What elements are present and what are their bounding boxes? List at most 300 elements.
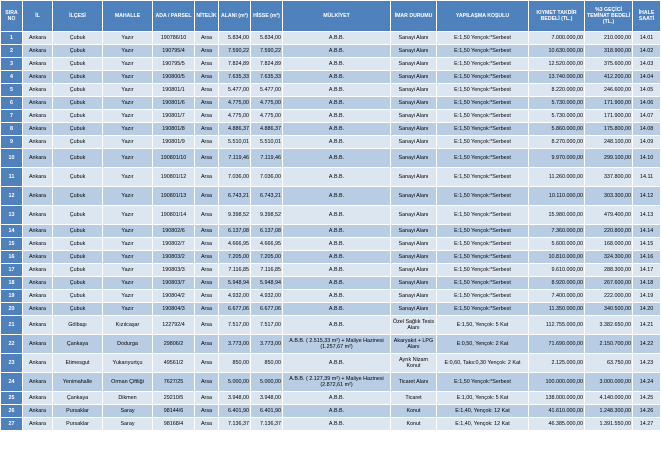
cell-il: Ankara [23,84,53,97]
cell-mulkiyet: A.B.B. [283,392,391,405]
cell-nitelik: Arsa [195,238,219,251]
cell-hisse: 7.824,89 [251,58,283,71]
cell-alani: 7.119,46 [219,149,251,168]
cell-nitelik: Arsa [195,123,219,136]
cell-mulkiyet: A.B.B. [283,206,391,225]
cell-ilce: Çubuk [53,168,103,187]
cell-kiymet: 15.980.000,00 [529,206,585,225]
cell-yapilasma: E:1,50 Yençok:*Serbest [437,32,529,45]
cell-yapilasma: E:1,50 Yençok:*Serbest [437,290,529,303]
cell-ilce: Yenimahalle [53,373,103,392]
cell-mahalle: Yazır [103,45,153,58]
cell-alani: 4.932,00 [219,290,251,303]
cell-mulkiyet: A.B.B. [283,84,391,97]
cell-ada-parsel: 122792/4 [153,316,195,335]
cell-mahalle: Yazır [103,187,153,206]
cell-imar-durumu: Sanayi Alanı [391,277,437,290]
cell-nitelik: Arsa [195,168,219,187]
cell-mahalle: Yazır [103,32,153,45]
cell-sira-no: 27 [1,418,23,431]
cell-nitelik: Arsa [195,136,219,149]
cell-ihale-saati: 14.10 [633,149,661,168]
cell-hisse: 3.948,00 [251,392,283,405]
cell-teminat: 375.600,00 [585,58,633,71]
cell-mahalle: Yazır [103,58,153,71]
cell-ada-parsel: 190801/8 [153,123,195,136]
cell-ihale-saati: 14.08 [633,123,661,136]
cell-kiymet: 5.860.000,00 [529,123,585,136]
cell-ada-parsel: 190802/6 [153,225,195,238]
cell-yapilasma: E:1,50 Yençok:*Serbest [437,264,529,277]
cell-imar-durumu: Sanayi Alanı [391,110,437,123]
cell-ada-parsel: 190803/7 [153,277,195,290]
table-row [1,418,661,431]
cell-kiymet: 7.000.000,00 [529,32,585,45]
cell-mulkiyet: A.B.B. [283,110,391,123]
header-ihale-saati: İHALE SAATİ [633,1,661,32]
cell-hisse: 7.119,46 [251,149,283,168]
cell-teminat: 171.900,00 [585,110,633,123]
table-row [1,84,661,97]
cell-yapilasma: E:1,50 Yençok:*Serbest [437,136,529,149]
cell-yapilasma: E:1,50 Yençok:*Serbest [437,206,529,225]
cell-ada-parsel: 190801/13 [153,187,195,206]
cell-il: Ankara [23,97,53,110]
cell-teminat: 63.750,00 [585,354,633,373]
cell-il: Ankara [23,335,53,354]
cell-kiymet: 112.755.000,00 [529,316,585,335]
cell-ada-parsel: 190801/9 [153,136,195,149]
cell-teminat: 412.200,00 [585,71,633,84]
cell-ilce: Çubuk [53,251,103,264]
cell-kiymet: 5.730.000,00 [529,110,585,123]
cell-ada-parsel: 190801/1 [153,84,195,97]
cell-ada-parsel: 49561/2 [153,354,195,373]
cell-il: Ankara [23,71,53,84]
cell-il: Ankara [23,187,53,206]
cell-il: Ankara [23,316,53,335]
cell-alani: 5.948,94 [219,277,251,290]
cell-il: Ankara [23,123,53,136]
cell-mahalle: Yazır [103,71,153,84]
cell-kiymet: 7.360.000,00 [529,225,585,238]
cell-hisse: 850,00 [251,354,283,373]
cell-alani: 7.036,00 [219,168,251,187]
cell-imar-durumu: Sanayi Alanı [391,290,437,303]
cell-ihale-saati: 14.19 [633,290,661,303]
cell-ada-parsel: 190801/14 [153,206,195,225]
cell-il: Ankara [23,225,53,238]
table-row [1,45,661,58]
cell-hisse: 6.137,08 [251,225,283,238]
cell-ilce: Çubuk [53,149,103,168]
cell-alani: 7.635,33 [219,71,251,84]
cell-imar-durumu: Sanayi Alanı [391,136,437,149]
cell-yapilasma: E:1,50 Yençok:*Serbest [437,45,529,58]
cell-yapilasma: E:1,50, Yençok: 5 Kat [437,316,529,335]
cell-mahalle: Yazır [103,264,153,277]
cell-mulkiyet: A.B.B. [283,187,391,206]
cell-teminat: 1.248.300,00 [585,405,633,418]
table-row [1,316,661,335]
table-row [1,354,661,373]
table-row [1,303,661,316]
cell-kiymet: 5.600.000,00 [529,238,585,251]
cell-nitelik: Arsa [195,277,219,290]
cell-mahalle: Yukarıyurtçu [103,354,153,373]
cell-ihale-saati: 14.04 [633,71,661,84]
cell-nitelik: Arsa [195,225,219,238]
cell-ilce: Çubuk [53,32,103,45]
cell-yapilasma: E:1,50 Yençok:*Serbest [437,187,529,206]
cell-mulkiyet: A.B.B. [283,264,391,277]
cell-alani: 7.116,85 [219,264,251,277]
cell-kiymet: 11.350.000,00 [529,303,585,316]
cell-nitelik: Arsa [195,110,219,123]
cell-kiymet: 46.385.000,00 [529,418,585,431]
cell-hisse: 4.886,37 [251,123,283,136]
cell-imar-durumu: Sanayi Alanı [391,97,437,110]
cell-yapilasma: E:0,50, Yençok: 2 Kat [437,335,529,354]
cell-hisse: 7.517,00 [251,316,283,335]
cell-yapilasma: E:1,50 Yençok:*Serbest [437,58,529,71]
cell-ada-parsel: 190802/7 [153,238,195,251]
cell-teminat: 175.800,00 [585,123,633,136]
cell-mahalle: Yazır [103,303,153,316]
cell-hisse: 7.116,85 [251,264,283,277]
cell-yapilasma: E:1,50 Yençok:*Serbest [437,110,529,123]
cell-imar-durumu: Ayrık Nizam Konut [391,354,437,373]
cell-kiymet: 8.220.000,00 [529,84,585,97]
cell-alani: 7.590,22 [219,45,251,58]
cell-hisse: 6.677,06 [251,303,283,316]
cell-hisse: 4.666,95 [251,238,283,251]
cell-yapilasma: E:1,50 Yençok:*Serbest [437,123,529,136]
cell-nitelik: Arsa [195,251,219,264]
cell-hisse: 7.205,00 [251,251,283,264]
cell-imar-durumu: Sanayi Alanı [391,225,437,238]
cell-sira-no: 2 [1,45,23,58]
cell-nitelik: Arsa [195,206,219,225]
cell-ilce: Çankaya [53,392,103,405]
cell-ilce: Çubuk [53,206,103,225]
cell-kiymet: 9.610.000,00 [529,264,585,277]
cell-hisse: 5.948,94 [251,277,283,290]
cell-mulkiyet: A.B.B. [283,290,391,303]
cell-teminat: 168.000,00 [585,238,633,251]
cell-teminat: 4.140.000,00 [585,392,633,405]
cell-yapilasma: E:1,50 Yençok:*Serbest [437,84,529,97]
cell-yapilasma: E:1,50 Yençok:*Serbest [437,225,529,238]
cell-sira-no: 24 [1,373,23,392]
cell-teminat: 3.382.650,00 [585,316,633,335]
cell-sira-no: 14 [1,225,23,238]
cell-nitelik: Arsa [195,392,219,405]
cell-kiymet: 5.730.000,00 [529,97,585,110]
cell-kiymet: 7.400.000,00 [529,290,585,303]
cell-nitelik: Arsa [195,84,219,97]
cell-ilce: Çankaya [53,335,103,354]
cell-ada-parsel: 190801/10 [153,149,195,168]
cell-sira-no: 4 [1,71,23,84]
cell-imar-durumu: Sanayi Alanı [391,45,437,58]
cell-sira-no: 7 [1,110,23,123]
cell-kiymet: 10.810.000,00 [529,251,585,264]
cell-sira-no: 12 [1,187,23,206]
cell-mulkiyet: A.B.B. [283,71,391,84]
cell-sira-no: 8 [1,123,23,136]
cell-teminat: 324.300,00 [585,251,633,264]
cell-il: Ankara [23,405,53,418]
cell-yapilasma: E:1,50 Yençok:*Serbest [437,238,529,251]
table-row [1,405,661,418]
cell-yapilasma: E:1,50 Yençok:*Serbest [437,149,529,168]
cell-hisse: 5.477,00 [251,84,283,97]
cell-ilce: Çubuk [53,238,103,251]
cell-teminat: 267.600,00 [585,277,633,290]
table-row [1,251,661,264]
header-nitelik: NİTELİK [195,1,219,32]
cell-ada-parsel: 190803/2 [153,251,195,264]
cell-imar-durumu: Sanayi Alanı [391,123,437,136]
cell-alani: 7.824,89 [219,58,251,71]
cell-ihale-saati: 14.17 [633,264,661,277]
cell-nitelik: Arsa [195,373,219,392]
cell-kiymet: 10.110.000,00 [529,187,585,206]
cell-mahalle: Yazır [103,225,153,238]
cell-hisse: 4.932,00 [251,290,283,303]
cell-ilce: Pursaklar [53,418,103,431]
cell-alani: 4.666,95 [219,238,251,251]
cell-teminat: 303.300,00 [585,187,633,206]
cell-sira-no: 18 [1,277,23,290]
cell-ilce: Çubuk [53,71,103,84]
cell-il: Ankara [23,58,53,71]
cell-ada-parsel: 190795/5 [153,58,195,71]
cell-ihale-saati: 14.22 [633,335,661,354]
cell-yapilasma: E:1,50 Yençok:*Serbest [437,97,529,110]
cell-mahalle: Yazır [103,149,153,168]
table-row [1,187,661,206]
cell-hisse: 4.775,00 [251,97,283,110]
cell-mulkiyet: A.B.B. [283,225,391,238]
cell-alani: 5.000,00 [219,373,251,392]
table-row [1,136,661,149]
cell-hisse: 5.000,00 [251,373,283,392]
cell-teminat: 1.391.550,00 [585,418,633,431]
cell-il: Ankara [23,45,53,58]
cell-il: Ankara [23,168,53,187]
cell-kiymet: 13.740.000,00 [529,71,585,84]
table-row [1,225,661,238]
cell-nitelik: Arsa [195,316,219,335]
cell-il: Ankara [23,251,53,264]
cell-kiymet: 8.920.000,00 [529,277,585,290]
cell-mulkiyet: A.B.B. [283,168,391,187]
cell-ihale-saati: 14.21 [633,316,661,335]
cell-imar-durumu: Akaryakıt + LPG Alanı [391,335,437,354]
cell-nitelik: Arsa [195,97,219,110]
cell-hisse: 4.775,00 [251,110,283,123]
cell-ada-parsel: 190801/7 [153,110,195,123]
header-yapilasma-kosulu: YAPILAŞMA KOŞULU [437,1,529,32]
cell-ilce: Pursaklar [53,405,103,418]
cell-alani: 5.834,00 [219,32,251,45]
cell-alani: 7.136,37 [219,418,251,431]
cell-ada-parsel: 29210/5 [153,392,195,405]
cell-yapilasma: E:1,50 Yençok:*Serbest [437,303,529,316]
cell-mulkiyet: A.B.B. ( 2.515,33 m²) + Maliye Hazinesi (1.257,67 m²) [283,335,391,354]
cell-kiymet: 11.260.000,00 [529,168,585,187]
table-row [1,238,661,251]
cell-sira-no: 5 [1,84,23,97]
cell-teminat: 246.600,00 [585,84,633,97]
cell-teminat: 171.900,00 [585,97,633,110]
cell-ada-parsel: 98168/4 [153,418,195,431]
header-hisse: HİSSE (m²) [251,1,283,32]
cell-imar-durumu: Sanayi Alanı [391,238,437,251]
cell-ilce: Çubuk [53,264,103,277]
cell-hisse: 6.401,90 [251,405,283,418]
cell-hisse: 3.773,00 [251,335,283,354]
cell-il: Ankara [23,418,53,431]
cell-alani: 7.517,00 [219,316,251,335]
cell-il: Ankara [23,290,53,303]
cell-il: Ankara [23,264,53,277]
cell-imar-durumu: Konut [391,418,437,431]
cell-mulkiyet: A.B.B. [283,32,391,45]
cell-teminat: 222.000,00 [585,290,633,303]
cell-mulkiyet: A.B.B. [283,405,391,418]
cell-ilce: Çubuk [53,187,103,206]
cell-nitelik: Arsa [195,335,219,354]
cell-ilce: Çubuk [53,277,103,290]
table-row [1,392,661,405]
cell-kiymet: 8.270.000,00 [529,136,585,149]
cell-hisse: 7.635,33 [251,71,283,84]
cell-imar-durumu: Sanayi Alanı [391,32,437,45]
cell-sira-no: 3 [1,58,23,71]
cell-ihale-saati: 14.15 [633,238,661,251]
cell-teminat: 288.300,00 [585,264,633,277]
cell-mahalle: Saray [103,418,153,431]
cell-teminat: 220.800,00 [585,225,633,238]
cell-imar-durumu: Sanayi Alanı [391,58,437,71]
cell-mulkiyet: A.B.B. [283,97,391,110]
cell-kiymet: 138.000.000,00 [529,392,585,405]
cell-yapilasma: E:1,40, Yençok: 12 Kat [437,418,529,431]
cell-ihale-saati: 14.18 [633,277,661,290]
cell-imar-durumu: Sanayi Alanı [391,206,437,225]
cell-ihale-saati: 14.03 [633,58,661,71]
cell-mahalle: Yazır [103,290,153,303]
cell-ihale-saati: 14.14 [633,225,661,238]
cell-sira-no: 6 [1,97,23,110]
cell-yapilasma: E:1,50 Yençok:*Serbest [437,251,529,264]
cell-nitelik: Arsa [195,187,219,206]
cell-hisse: 6.743,21 [251,187,283,206]
cell-imar-durumu: Sanayi Alanı [391,251,437,264]
cell-mahalle: Saray [103,405,153,418]
header-mulkiyet: MÜLKİYET [283,1,391,32]
cell-il: Ankara [23,32,53,45]
header-gecici-teminat: %3 GEÇİCİ TEMİNAT BEDELİ (TL.) [585,1,633,32]
cell-sira-no: 15 [1,238,23,251]
cell-ilce: Çubuk [53,123,103,136]
header-alani: ALANI (m²) [219,1,251,32]
table-row [1,123,661,136]
cell-yapilasma: E:1,00, Yençok: 5 Kat [437,392,529,405]
cell-alani: 9.398,52 [219,206,251,225]
cell-alani: 6.677,06 [219,303,251,316]
cell-ada-parsel: 190804/2 [153,290,195,303]
cell-imar-durumu: Sanayi Alanı [391,303,437,316]
cell-sira-no: 20 [1,303,23,316]
cell-ada-parsel: 190804/3 [153,303,195,316]
cell-teminat: 337.800,00 [585,168,633,187]
cell-mahalle: Yazır [103,97,153,110]
cell-teminat: 3.000.000,00 [585,373,633,392]
cell-ihale-saati: 14.27 [633,418,661,431]
cell-ihale-saati: 14.26 [633,405,661,418]
cell-nitelik: Arsa [195,264,219,277]
table-row [1,264,661,277]
cell-mahalle: Dodurga [103,335,153,354]
cell-il: Ankara [23,303,53,316]
cell-il: Ankara [23,238,53,251]
cell-yapilasma: E:1,50 Yençok:*Serbest [437,277,529,290]
header-sira-no: SIRA NO [1,1,23,32]
cell-yapilasma: E:1,50 Yençok:*Serbest [437,71,529,84]
cell-alani: 3.773,00 [219,335,251,354]
cell-ada-parsel: 29806/2 [153,335,195,354]
cell-ada-parsel: 190800/5 [153,71,195,84]
table-row [1,32,661,45]
cell-nitelik: Arsa [195,290,219,303]
cell-alani: 4.775,00 [219,97,251,110]
cell-il: Ankara [23,110,53,123]
cell-hisse: 9.398,52 [251,206,283,225]
cell-il: Ankara [23,136,53,149]
cell-ihale-saati: 14.09 [633,136,661,149]
cell-teminat: 210.000,00 [585,32,633,45]
header-ada-parsel: ADA / PARSEL [153,1,195,32]
cell-mahalle: Dikmen [103,392,153,405]
cell-mahalle: Yazır [103,123,153,136]
cell-mulkiyet: A.B.B. [283,58,391,71]
cell-nitelik: Arsa [195,58,219,71]
cell-alani: 7.205,00 [219,251,251,264]
table-row [1,149,661,168]
cell-sira-no: 17 [1,264,23,277]
cell-ihale-saati: 14.12 [633,187,661,206]
cell-sira-no: 26 [1,405,23,418]
cell-sira-no: 22 [1,335,23,354]
cell-mulkiyet: A.B.B. [283,123,391,136]
cell-mulkiyet: A.B.B. [283,238,391,251]
cell-alani: 6.401,90 [219,405,251,418]
cell-ihale-saati: 14.02 [633,45,661,58]
cell-mahalle: Orman Çiftliği [103,373,153,392]
cell-mahalle: Yazır [103,110,153,123]
cell-nitelik: Arsa [195,303,219,316]
cell-mahalle: Yazır [103,277,153,290]
cell-teminat: 248.100,00 [585,136,633,149]
cell-teminat: 340.500,00 [585,303,633,316]
table-row [1,290,661,303]
cell-il: Ankara [23,373,53,392]
cell-mahalle: Yazır [103,136,153,149]
